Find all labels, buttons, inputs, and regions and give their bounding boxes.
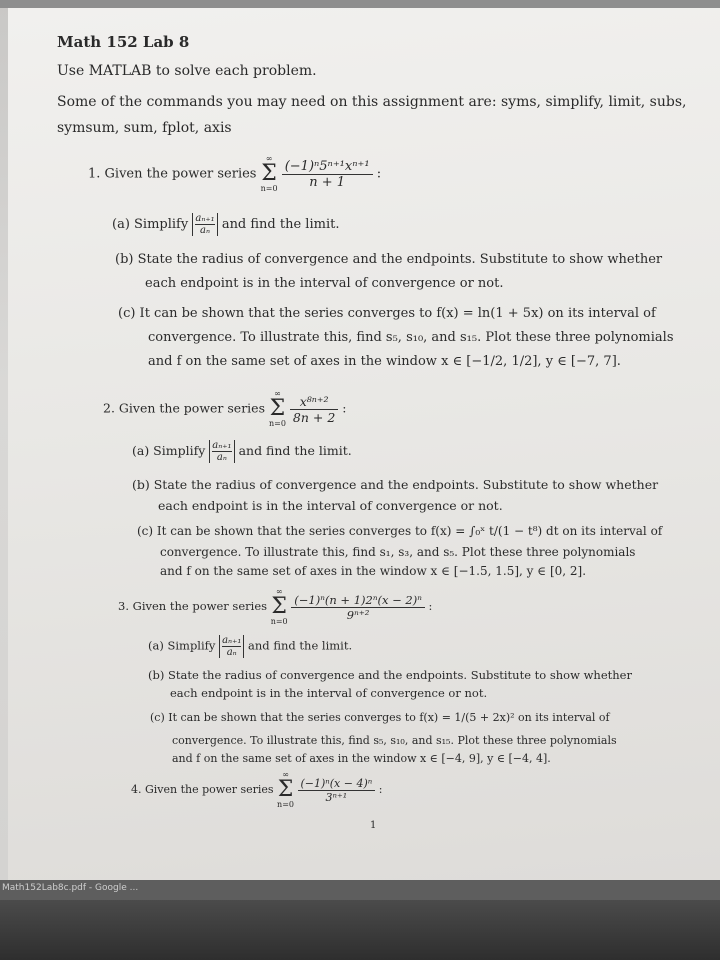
problem-1: 1. Given the power series ∞ Σ n=0 $\frac{\text{(−1)ⁿ5ⁿ⁺¹xⁿ⁺¹}}{n + 1}$ :: [88, 154, 382, 193]
problem-1-b-line2: each endpoint is in the interval of convergence or not.: [145, 276, 504, 291]
document-page: [8, 8, 720, 880]
sum-symbol: ∞ Σ n=0: [277, 770, 294, 809]
problem-2: 2. Given the power series ∞ Σ n=0 $\frac{\text{x⁸ⁿ⁺²}}{8n + 2}$ :: [103, 389, 347, 428]
problem-4: 4. Given the power series ∞ Σ n=0 $\frac{\text{(−1)ⁿ(x − 4)ⁿ}}{\text{3ⁿ⁺¹}}$ :: [131, 770, 383, 809]
ratio-expression: $\frac{\text{aₙ₊₁}}{\text{aₙ}}$: [209, 440, 234, 463]
commands-text-line1: Some of the commands you may need on this assignment are: syms, simplify, limit, subs,: [57, 94, 687, 110]
instruction-text: Use MATLAB to solve each problem.: [57, 63, 317, 79]
problem-2-a: (a) Simplify $\frac{\text{aₙ₊₁}}{\text{aₙ}}$ and find the limit.: [132, 440, 352, 463]
page-title: Math 152 Lab 8: [57, 33, 190, 51]
taskbar: [0, 880, 720, 900]
problem-1-b-line1: (b) State the radius of convergence and the endpoints. Substitute to show whether: [115, 252, 663, 267]
sum-symbol: ∞ Σ n=0: [270, 587, 288, 626]
sum-symbol: ∞ Σ n=0: [268, 389, 286, 428]
problem-2-label: 2. Given the power series: [103, 400, 265, 416]
series-term: $\frac{\text{(−1)ⁿ(n + 1)2ⁿ(x − 2)ⁿ}}{\text{9ⁿ⁺²}}$: [291, 593, 425, 622]
problem-2-c-line3: and f on the same set of axes in the window x ∈ [−1.5, 1.5], y ∈ [0, 2].: [160, 564, 587, 578]
commands-text-line2: symsum, sum, fplot, axis: [57, 120, 232, 136]
problem-1-c-line1: (c) It can be shown that the series converges to f(x) = ln(1 + 5x) on its interval of: [118, 306, 656, 321]
screen-top-edge: [0, 0, 720, 8]
problem-3-c-line2: convergence. To illustrate this, find s₅, s₁₀, and s₁₅. Plot these three polynomials: [172, 734, 617, 747]
sum-symbol: ∞ Σ n=0: [260, 154, 278, 193]
problem-1-c-line3: and f on the same set of axes in the window x ∈ [−1/2, 1/2], y ∈ [−7, 7].: [148, 354, 621, 369]
problem-3-label: 3. Given the power series: [118, 599, 268, 613]
ratio-expression: $\frac{\text{aₙ₊₁}}{\text{aₙ}}$: [192, 213, 217, 236]
problem-1-c-line2: convergence. To illustrate this, find s₅, s₁₀, and s₁₅. Plot these three polynomials: [148, 330, 674, 345]
problem-3-b-line2: each endpoint is in the interval of convergence or not.: [170, 686, 488, 700]
problem-1-a: (a) Simplify $\frac{\text{aₙ₊₁}}{\text{aₙ}}$ and find the limit.: [112, 213, 340, 236]
taskbar-tab-pdf[interactable]: Math152Lab8c.pdf - Google ...: [2, 883, 139, 893]
series-term: $\frac{\text{x⁸ⁿ⁺²}}{8n + 2}$: [290, 394, 338, 425]
problem-2-b-line2: each endpoint is in the interval of convergence or not.: [158, 498, 503, 513]
monitor-bezel: [0, 900, 720, 960]
problem-2-c-line1: (c) It can be shown that the series converges to f(x) = ∫₀ˣ t/(1 − t⁸) dt on its interval of: [137, 524, 663, 538]
ratio-expression: $\frac{\text{aₙ₊₁}}{\text{aₙ}}$: [219, 635, 244, 658]
problem-4-label: 4. Given the power series: [131, 783, 274, 796]
problem-1-label: 1. Given the power series: [88, 166, 257, 182]
page-number: 1: [370, 820, 377, 831]
problem-2-b-line1: (b) State the radius of convergence and the endpoints. Substitute to show whether: [132, 477, 659, 492]
problem-3-a: (a) Simplify $\frac{\text{aₙ₊₁}}{\text{aₙ}}$ and find the limit.: [148, 635, 353, 658]
problem-2-c-line2: convergence. To illustrate this, find s₁, s₃, and s₅. Plot these three polynomials: [160, 545, 636, 559]
problem-3-c-line1: (c) It can be shown that the series converges to f(x) = 1/(5 + 2x)² on its interval of: [150, 711, 610, 724]
problem-3-b-line1: (b) State the radius of convergence and the endpoints. Substitute to show whether: [148, 668, 632, 682]
series-term: $\frac{\text{(−1)ⁿ(x − 4)ⁿ}}{\text{3ⁿ⁺¹}}$: [298, 777, 376, 804]
problem-3: 3. Given the power series ∞ Σ n=0 $\frac{\text{(−1)ⁿ(n + 1)2ⁿ(x − 2)ⁿ}}{\text{9ⁿ⁺²}}$ :: [118, 587, 433, 626]
series-term: $\frac{\text{(−1)ⁿ5ⁿ⁺¹xⁿ⁺¹}}{n + 1}$: [282, 159, 373, 190]
problem-3-c-line3: and f on the same set of axes in the window x ∈ [−4, 9], y ∈ [−4, 4].: [172, 752, 551, 765]
